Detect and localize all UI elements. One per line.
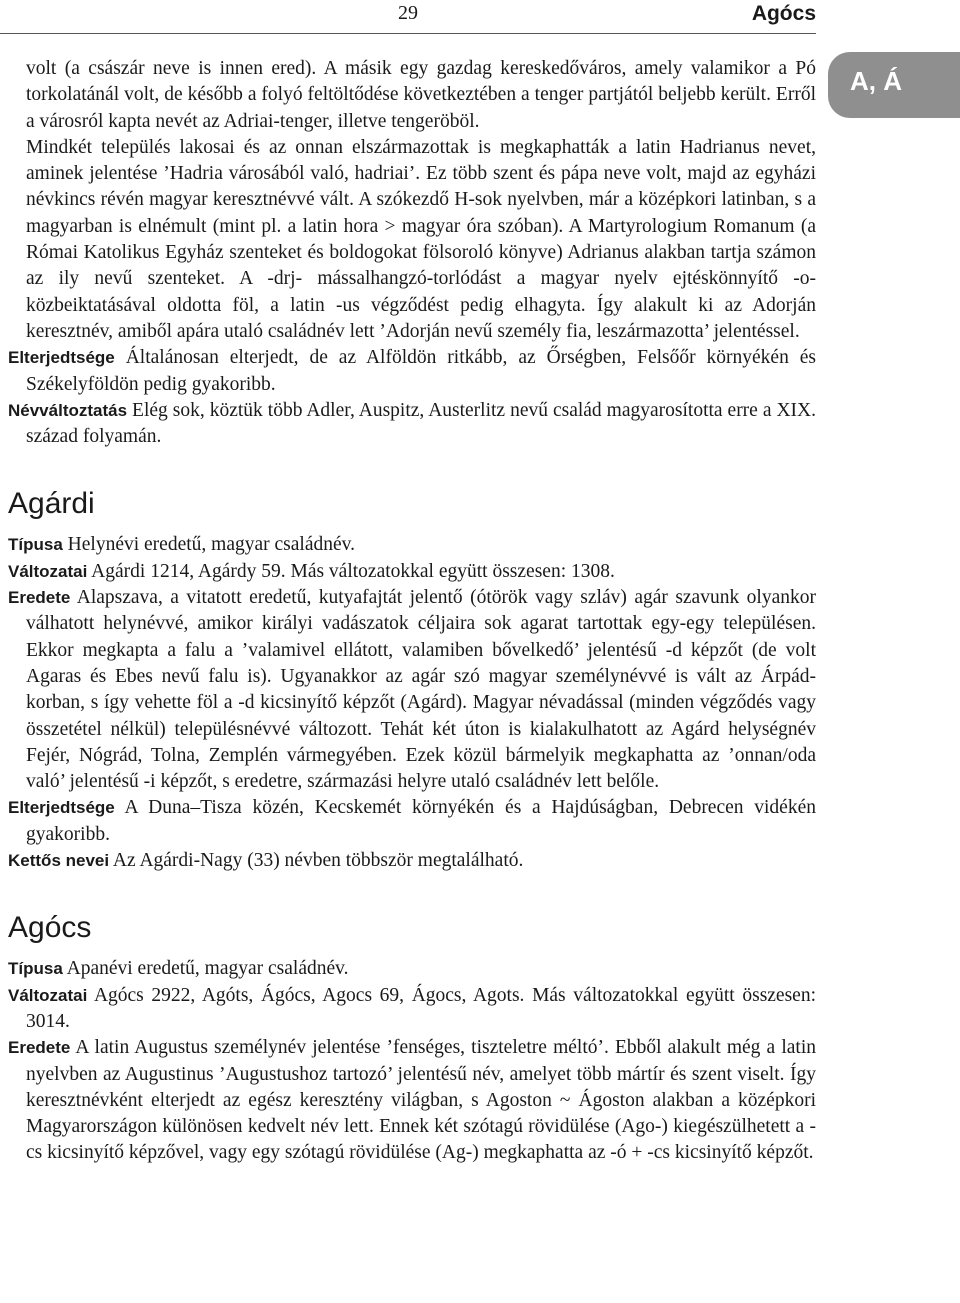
tipusa-label: Típusa (8, 959, 63, 979)
elterjedtsege-text: A Duna–Tisza közén, Kecskemét környékén és a Hajdúságban, Debrecen vidékén gyakoribb. (26, 797, 816, 845)
running-head: Agócs (751, 2, 816, 25)
eredete-label: Eredete (8, 1038, 71, 1058)
agardi-elterjedtsege (8, 795, 816, 848)
page-header (0, 0, 960, 40)
agardi-eredete (8, 585, 816, 795)
tipusa-text: Apanévi eredetű, magyar családnév. (66, 958, 349, 980)
header-rule (0, 33, 816, 34)
valtozatai-text: Agócs 2922, Agóts, Ágócs, Agocs 69, Ágocs, Agots. Más változatokkal együtt összesen: 3014. (26, 984, 816, 1032)
tipusa-label: Típusa (8, 535, 63, 555)
agardi-tipusa (8, 532, 816, 558)
nevvaltoztatas-label: Névváltoztatás (8, 400, 128, 420)
agocs-tipusa (8, 956, 816, 982)
agocs-eredete (8, 1035, 816, 1166)
tipusa-text: Helynévi eredetű, magyar családnév. (67, 534, 355, 556)
elterjedtsege-label: Elterjedtsége (8, 798, 115, 818)
nevvaltoztatas-text: Elég sok, köztük több Adler, Auspitz, Austerlitz nevű család magyarosította erre a XIX. század folyamán. (26, 399, 816, 448)
page-number: 29 (398, 2, 418, 24)
kettos-nevei-label: Kettős nevei (8, 851, 110, 871)
intro-elterjedtsege (8, 345, 816, 398)
intro-paragraph-2: Mindkét település lakosai és az onnan elszármazottak is megkaphatták a latin Hadrianus nevet, aminek jelentése ’Hadria városából való, hadriai’. Ez több szent és pápa neve volt, majd az egyházi névkincs révén magyar keresztnévvé vált. A szókezdő H-sok nyelvben, már a középkori latinban, s a magyarban is elnémult (mint pl. a latin hora > magyar óra szóban). A Martyrologium Romanum (a Római Katolikus Egyház szenteket és boldogokat fölsoroló könyve) Adrianus alakban tartja számon az ily nevű szenteket. A -drj- mássalhangzó-torlódást a magyar nyelv ejtéskönnyítő -o-közbeiktatásával oldotta föl, a latin -us végződést pedig elhagyta. Így alakult ki az Adorján keresztnév, amiből apára utaló családnév lett ’Adorján nevű személy fia, leszármazotta’ jelentéssel. (26, 136, 816, 342)
letter-tab (828, 52, 960, 118)
eredete-label: Eredete (8, 588, 71, 608)
letter-tab-label: A, Á (850, 66, 902, 96)
kettos-nevei-text: Az Agárdi-Nagy (33) névben többször megtalálható. (112, 850, 524, 872)
valtozatai-label: Változatai (8, 985, 88, 1005)
elterjedtsege-text: Általánosan elterjedt, de az Alföldön ritkább, az Őrségben, Felsőőr környékén és Székelyföldön pedig gyakoribb. (26, 347, 817, 395)
intro-nevvaltoztatas (8, 398, 816, 451)
elterjedtsege-label: Elterjedtsége (8, 348, 115, 368)
eredete-text: Alapszava, a vitatott eredetű, kutyafajtát jelentő (ótörök vagy szláv) agár szavunk olyankor válhatott helynévvé, amikor királyi vadászatok céljaira sok agarat tartottak egy-egy településen. Ekkor megkapta a falu a ’valamivel ellátott, valamiben bővelkedő’ jelentésű -d képzőt (de volt Agaras és Ebes nevű falu is). Ugyanakkor az agár szó magyar személynévvé is vált az Árpád-korban, s így vehette föl a -d kicsinyítő képzőt (Agárd). Magyar névadással (minden végződés vagy összetétel nélkül) településnévvé változott. Tehát két úton is kialakulhatott az Agárd helységnév Fejér, Nógrád, Tolna, Zemplén vármegyében. Ezek közül bármelyik megkaphatta az ’onnan/oda való’ jelentésű -i képzőt, s eredetre, származási helyre utaló családnév lett belőle. (26, 587, 816, 793)
page-content (8, 56, 816, 1167)
valtozatai-text: Agárdi 1214, Agárdy 59. Más változatokkal együtt összesen: 1308. (91, 560, 615, 582)
agardi-kettos-nevei (8, 848, 816, 874)
agardi-valtozatai (8, 559, 816, 585)
entry-heading-agocs: Agócs (8, 911, 92, 945)
entry-heading-agardi: Agárdi (8, 487, 95, 521)
eredete-text: A latin Augustus személynév jelentése ’fenséges, tiszteletre méltó’. Ebből alakult még a latin nyelvben az Augustinus ’Augustushoz tartozó’ jelentésű név, amelyet több mártír és szent viselt. Így keresztnévként elterjedt az egész keresztény világban, s Agoston ~ Ágoston alakban a középkori Magyarországon különösen kedvelt név lett. Ennek két szótagú rövidülése (Ago-) kiegészülhetett a -cs kicsinyítő képzővel, vagy egy szótagú rövidülése (Ag-) megkaphatta az -ó + -cs kicsinyítő képzőt. (26, 1037, 816, 1164)
agocs-valtozatai (8, 983, 816, 1036)
valtozatai-label: Változatai (8, 561, 88, 581)
intro-paragraph-1: volt (a császár neve is innen ered). A másik egy gazdag kereskedőváros, amely valamikor a Pó torkolatánál volt, de később a folyó feltöltődése következtében a tenger partjától beljebb került. Erről a városról kapta nevét az Adriai-tenger, illetve tengeröböl. (26, 58, 816, 132)
